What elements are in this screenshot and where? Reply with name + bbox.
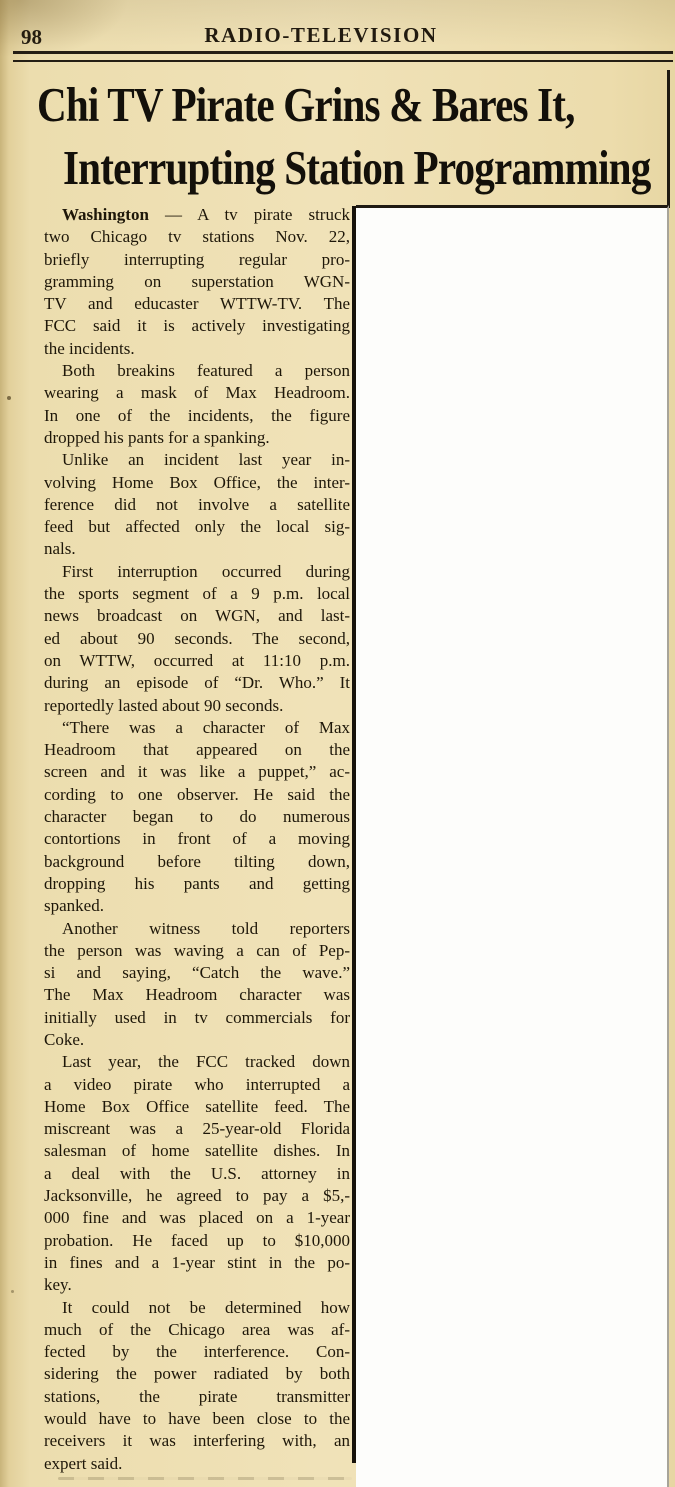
article-paragraph [44,204,350,360]
column-rule [352,206,356,1463]
article-line: receivers it was interfering with, an [44,1431,350,1451]
article-paragraph [44,1297,350,1475]
article-line: two Chicago tv stations Nov. 22, [44,227,350,247]
article-line: ed about 90 seconds. The second, [44,628,350,648]
article-paragraph [44,717,350,918]
article-line: the person was waving a can of Pep- [44,940,350,960]
article-line: contortions in front of a moving [44,829,350,849]
article-paragraph [44,1051,350,1296]
article-line: dropping his pants and getting [44,873,350,893]
article-line: ference did not involve a satellite [44,494,350,514]
article-line: feed but affected only the local sig- [44,517,350,537]
headline-line-1: Chi TV Pirate Grins & Bares It, [37,77,575,132]
article-line: “There was a character of Max [62,717,350,737]
article-line: It could not be determined how [62,1297,350,1317]
article-line: key. [44,1275,72,1295]
article-line: 000 fine and was placed on a 1-year [44,1208,350,1228]
article-line: stations, the pirate transmitter [44,1386,350,1406]
article-line: sidering the power radiated by both [44,1364,350,1384]
article-line: Last year, the FCC tracked down [62,1052,350,1072]
article-line: a deal with the U.S. attorney in [44,1163,350,1183]
page-number: 98 [21,25,42,49]
article-line: si and saying, “Catch the wave.” [44,963,350,983]
section-title: RADIO-TELEVISION [204,23,438,47]
article-line: fected by the interference. Con- [44,1342,350,1362]
article-line: Home Box Office satellite feed. The [44,1096,350,1116]
article-column [44,204,350,1475]
dateline: Washington [62,205,149,224]
article-line: dropped his pants for a spanking. [44,427,270,447]
article-line: background before tilting down, [44,851,350,871]
article-line: on WTTW, occurred at 11:10 p.m. [44,650,350,670]
article-line: Jacksonville, he agreed to pay a $5,- [44,1186,350,1206]
headline-line-2: Interrupting Station Programming [63,140,651,195]
headline-right-border [667,70,670,208]
article-line: would have to have been close to the [44,1409,350,1429]
article-line: during an episode of “Dr. Who.” It [44,673,350,693]
article-line: probation. He faced up to $10,000 [44,1230,350,1250]
article-line: a video pirate who interrupted a [44,1074,350,1094]
article-paragraph [44,918,350,1052]
article-line: briefly interrupting regular pro- [44,249,350,269]
article-line: screen and it was like a puppet,” ac- [44,762,350,782]
article-line: much of the Chicago area was af- [44,1319,350,1339]
article-line: initially used in tv commercials for [44,1007,350,1027]
article-line: wearing a mask of Max Headroom. [44,383,350,403]
article-line: news broadcast on WGN, and last- [44,606,350,626]
article-paragraph [44,561,350,717]
scan-artifact-line [58,1477,352,1480]
header-rule [13,51,673,62]
paper-speck [7,396,11,400]
article-line: Headroom that appeared on the [44,740,350,760]
article-line: Another witness told reporters [62,918,350,938]
article-line: Unlike an incident last year in- [62,450,350,470]
article-line: Coke. [44,1029,85,1049]
article-line: In one of the incidents, the figure [44,405,350,425]
article-line: expert said. [44,1453,123,1473]
article-line: nals. [44,539,76,559]
article-line: volving Home Box Office, the inter- [44,472,350,492]
article-line: FCC said it is actively investigating [44,316,350,336]
article-line: in fines and a 1-year stint in the po- [44,1252,350,1272]
article-paragraph [44,449,350,560]
article-line: spanked. [44,896,104,916]
article-paragraph [44,360,350,449]
article-line: cording to one observer. He said the [44,784,350,804]
blank-ad-box [356,205,669,1487]
paper-speck [11,1290,14,1293]
article-line: character began to do numerous [44,807,350,827]
article-line: The Max Headroom character was [44,985,350,1005]
article-line: gramming on superstation WGN- [44,271,350,291]
article-line: TV and educaster WTTW-TV. The [44,294,350,314]
article-line: First interruption occurred during [62,561,350,581]
article-line: miscreant was a 25-year-old Florida [44,1119,350,1139]
article-line: the incidents. [44,338,135,358]
article-line: the sports segment of a 9 p.m. local [44,584,350,604]
article-line: Washington — A tv pirate struck [62,205,350,224]
article-line: reportedly lasted about 90 seconds. [44,695,284,715]
article-line: salesman of home satellite dishes. In [44,1141,350,1161]
article-line: Both breakins featured a person [62,361,350,381]
